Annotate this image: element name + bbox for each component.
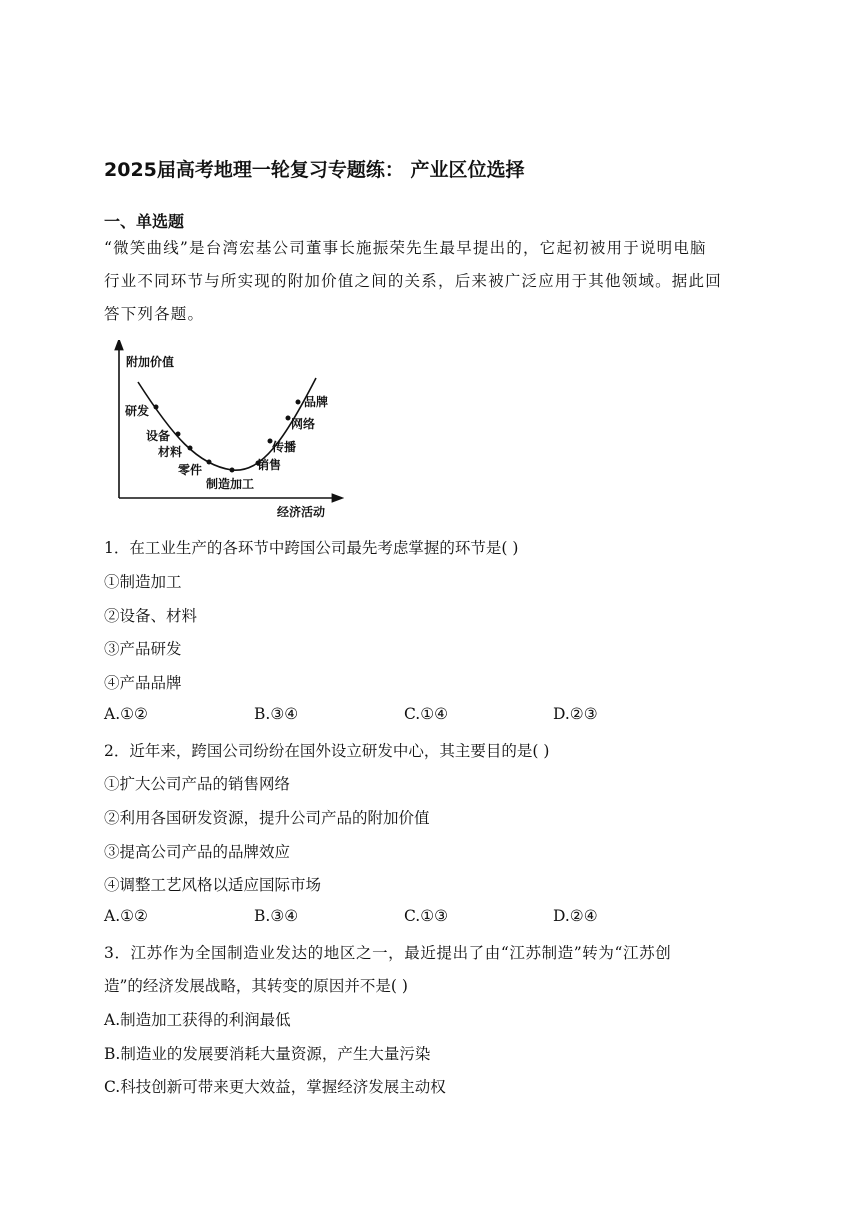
- point-label: 品牌: [304, 395, 329, 409]
- page-title: 2025届高考地理一轮复习专题练： 产业区位选择: [104, 159, 525, 181]
- answer-option[interactable]: B.③④: [254, 705, 299, 723]
- intro-line: “微笑曲线”是台湾宏基公司董事长施振荣先生最早提出的，它起初被用于说明电脑: [104, 239, 707, 257]
- question-stem: 2．近年来，跨国公司纷纷在国外设立研发中心，其主要目的是( ): [104, 742, 550, 760]
- point-label: 设备: [146, 429, 171, 443]
- y-axis-label: 附加价值: [126, 355, 175, 369]
- answer-option[interactable]: B.③④: [254, 907, 299, 925]
- curve-point: [296, 400, 301, 405]
- section-heading: 一、单选题: [104, 212, 185, 231]
- question-item: ④调整工艺风格以适应国际市场: [104, 876, 322, 894]
- question-item: ③产品研发: [104, 640, 182, 658]
- question-item: ④产品品牌: [104, 674, 182, 692]
- smile-curve-figure: [112, 340, 344, 522]
- point-label: 研发: [125, 404, 150, 418]
- answer-option[interactable]: C.科技创新可带来更大效益，掌握经济发展主动权: [104, 1078, 446, 1096]
- question-item: ③提高公司产品的品牌效应: [104, 843, 291, 861]
- point-label: 网络: [291, 417, 316, 431]
- answer-option[interactable]: A.制造加工获得的利润最低: [104, 1011, 291, 1029]
- curve-point: [207, 460, 212, 465]
- curve-point: [188, 446, 193, 451]
- question-item: ①制造加工: [104, 573, 182, 591]
- point-label: 销售: [257, 458, 282, 472]
- answer-option[interactable]: B.制造业的发展要消耗大量资源，产生大量污染: [104, 1045, 431, 1063]
- question-stem: 造”的经济发展战略，其转变的原因并不是( ): [104, 977, 408, 995]
- intro-line: 行业不同环节与所实现的附加价值之间的关系，后来被广泛应用于其他领域。据此回: [104, 272, 722, 290]
- question-item: ①扩大公司产品的销售网络: [104, 775, 291, 793]
- curve-point: [230, 468, 235, 473]
- point-label: 材料: [158, 445, 183, 459]
- x-axis-label: 经济活动: [277, 505, 326, 519]
- point-label: 传播: [272, 440, 297, 454]
- question-item: ②利用各国研发资源，提升公司产品的附加价值: [104, 809, 430, 827]
- answer-option[interactable]: D.②④: [553, 907, 598, 925]
- point-label: 制造加工: [206, 477, 255, 491]
- curve-point: [176, 432, 181, 437]
- curve-point: [286, 416, 291, 421]
- answer-option[interactable]: A.①②: [104, 907, 148, 925]
- question-stem: 1．在工业生产的各环节中跨国公司最先考虑掌握的环节是( ): [104, 539, 519, 557]
- answer-option[interactable]: A.①②: [104, 705, 148, 723]
- question-stem: 3．江苏作为全国制造业发达的地区之一，最近提出了由“江苏制造”转为“江苏创: [104, 944, 672, 962]
- point-label: 零件: [178, 463, 203, 477]
- answer-option[interactable]: C.①③: [404, 907, 449, 925]
- curve-point: [154, 405, 159, 410]
- answer-option[interactable]: C.①④: [404, 705, 449, 723]
- answer-option[interactable]: D.②③: [553, 705, 598, 723]
- question-item: ②设备、材料: [104, 607, 198, 625]
- intro-line: 答下列各题。: [104, 305, 205, 323]
- intro-paragraph: [104, 232, 764, 331]
